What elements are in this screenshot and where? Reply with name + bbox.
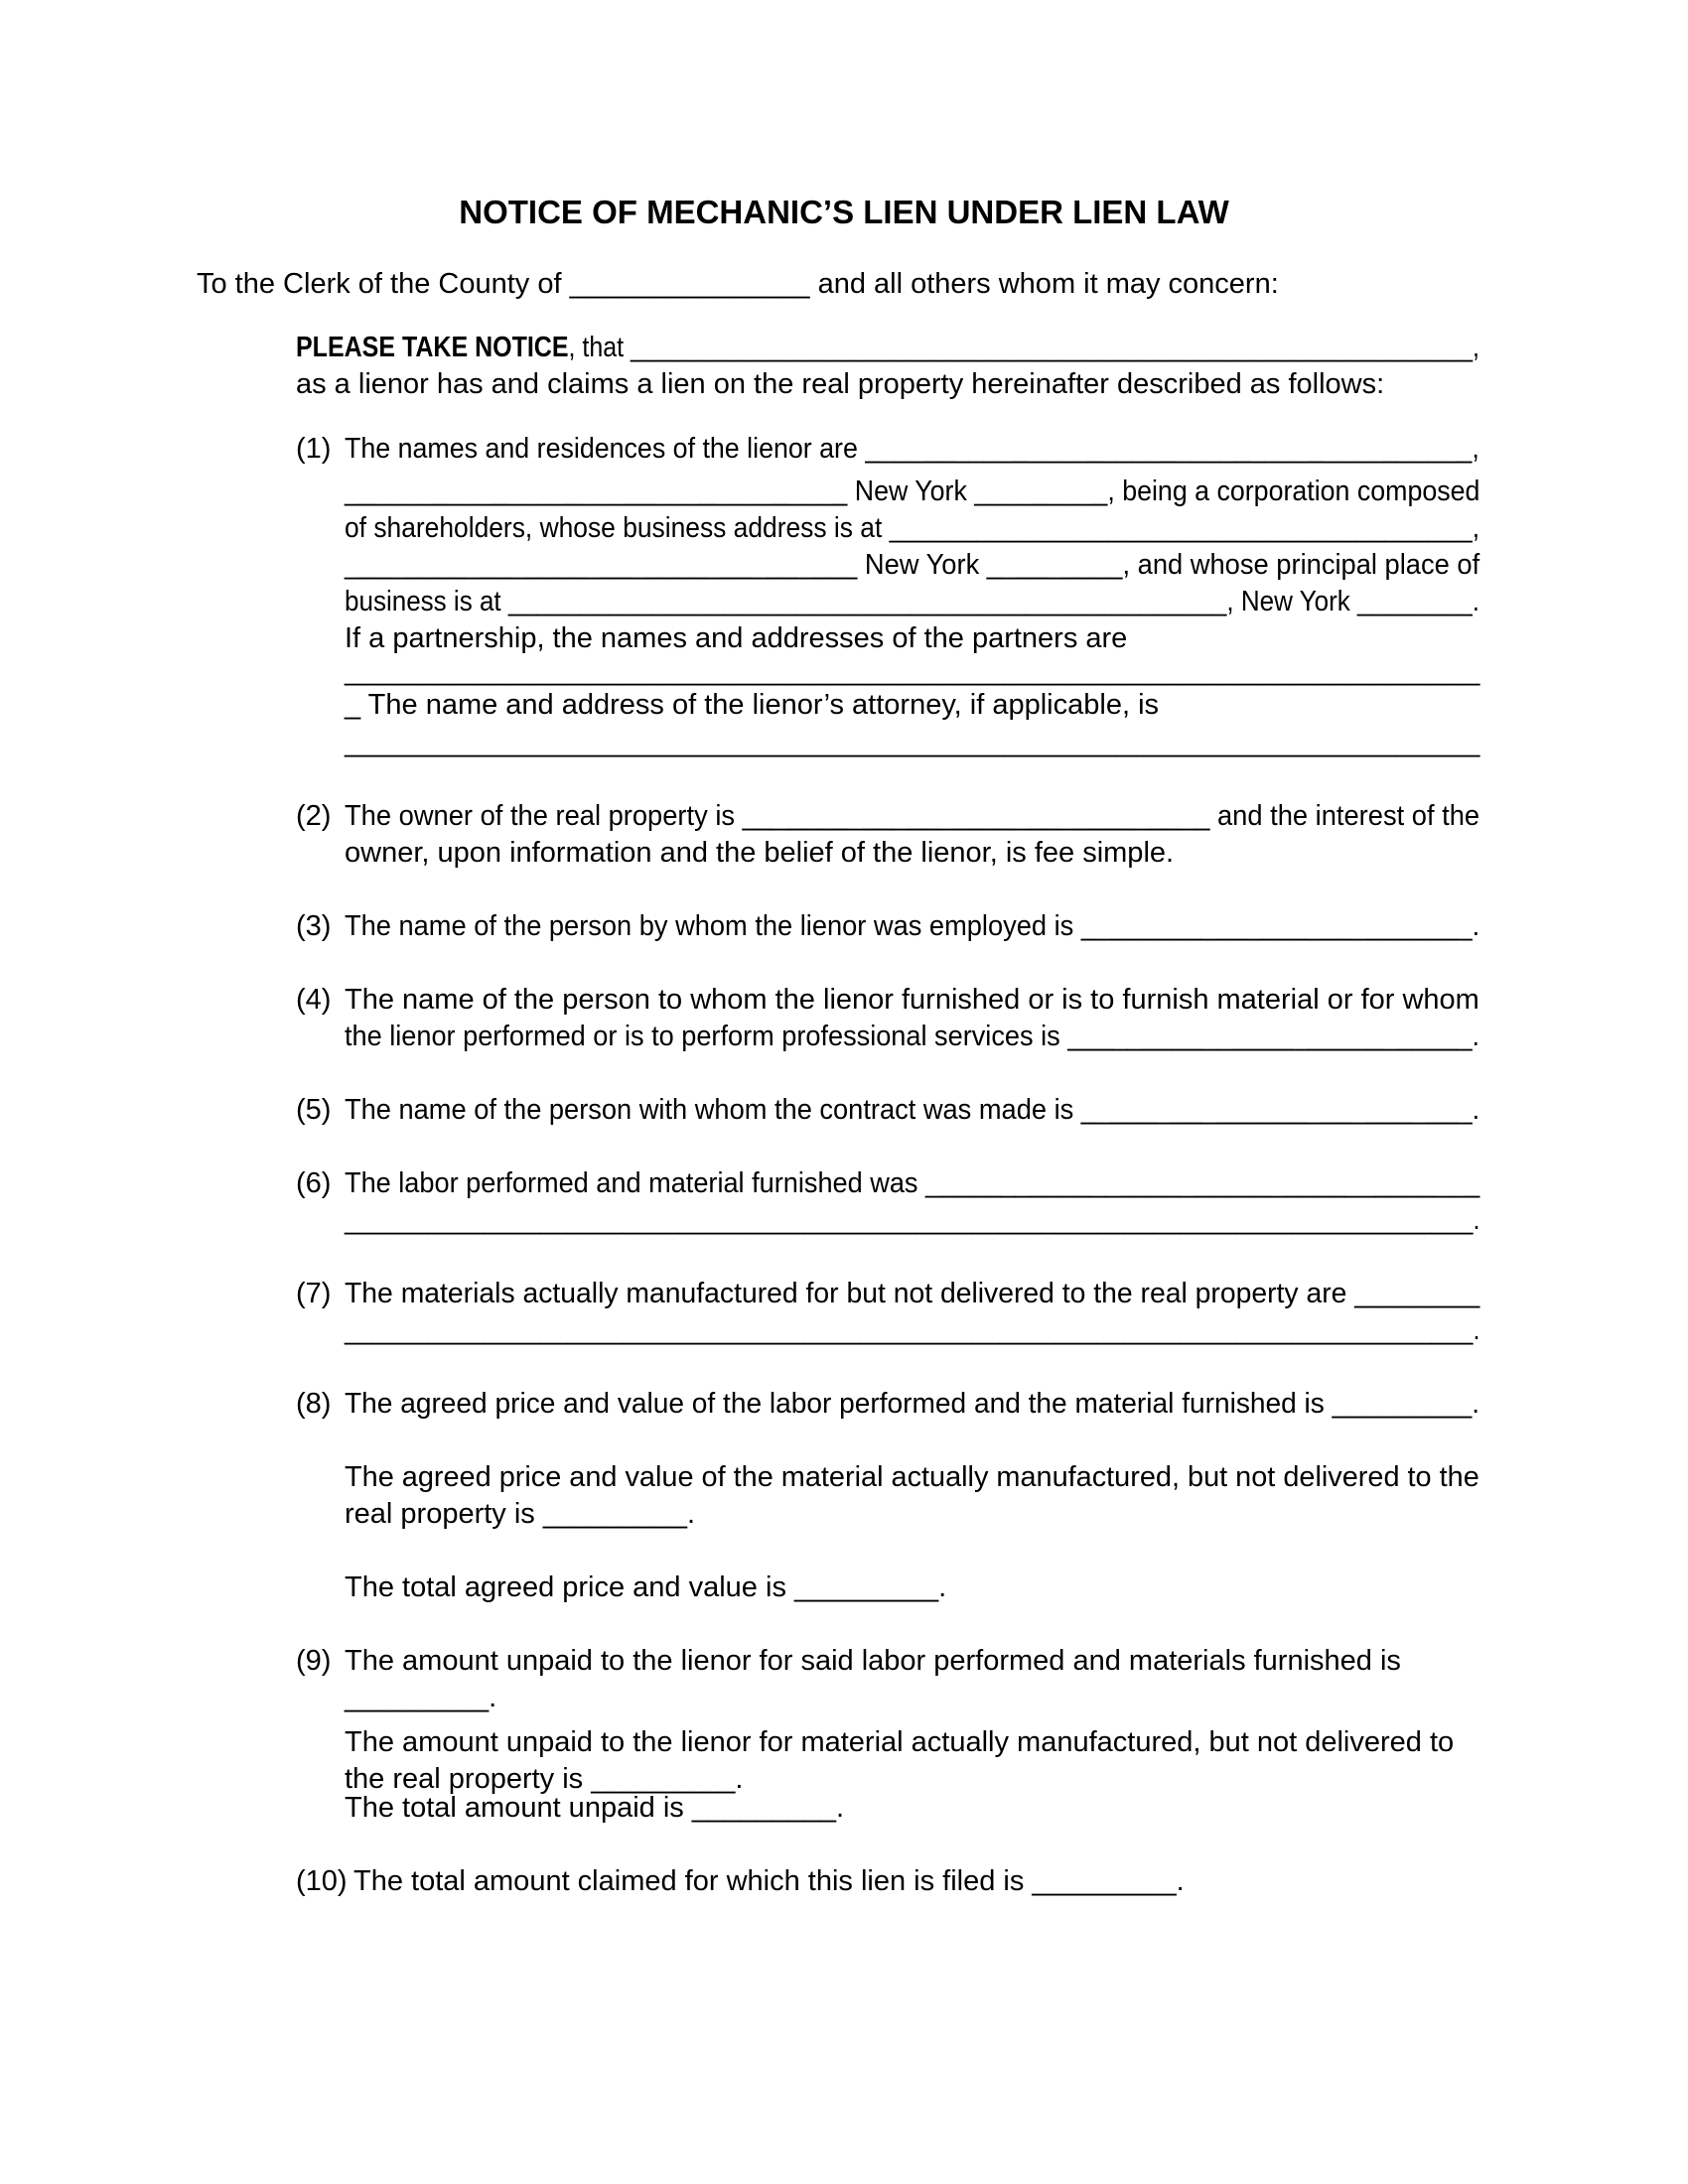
item-1-line: The names and residences of the lienor are _________________________________________, [345,433,1479,465]
item-2-line: owner, upon information and the belief of the lienor, is fee simple. [345,837,1175,869]
item-7-number: (7) [296,1278,332,1309]
item-9-line: The total amount unpaid is _________. [345,1792,845,1824]
item-8-line: The agreed price and value of the material actually manufactured, but not delivered to the [345,1461,1479,1493]
item-8-line: The total agreed price and value is _________. [345,1571,947,1603]
item-7-line: The materials actually manufactured for but not delivered to the real property are ________ [345,1278,1480,1309]
item-3-line: The name of the person by whom the lienor was employed is __________________________. [345,910,1480,942]
item-4-line: the lienor performed or is to perform professional services is ___________________________. [345,1021,1480,1052]
item-5-line: The name of the person with whom the contract was made is __________________________. [345,1094,1480,1126]
item-1-line: _________________________________________________________________________________ [345,727,1480,758]
notice-rest: , that _____________________________________________________________, [568,332,1479,363]
item-1-line: If a partnership, the names and addresses of the partners are [345,622,1128,654]
item-9-number: (9) [296,1645,332,1677]
item-6-line: The labor performed and material furnished was _____________________________________ [345,1167,1480,1199]
item-7-line: _________________________________________________________________________________. [345,1314,1480,1346]
item-1-line: of shareholders, whose business address is at ________________________________________, [345,512,1480,544]
item-4-line: The name of the person to whom the lienor furnished or is to furnish material or for whom [345,984,1479,1016]
item-3-number: (3) [296,910,332,942]
item-8-line: The agreed price and value of the labor performed and the material furnished is _________. [345,1388,1480,1420]
item-1-line: _________________________________________________________________________________ [345,655,1480,687]
item-9-line: The amount unpaid to the lienor for said labor performed and materials furnished is [345,1645,1401,1677]
item-5-number: (5) [296,1094,332,1126]
notice-line-2: as a lienor has and claims a lien on the real property hereinafter described as follows: [296,368,1385,400]
item-10-number: (10) [296,1865,348,1897]
item-9-line: the real property is _________. [345,1763,744,1795]
item-1-number: (1) [296,433,332,465]
item-10-line: The total amount claimed for which this lien is filed is _________. [353,1865,1185,1897]
notice-line [296,330,1479,365]
notice-bold-label: PLEASE TAKE NOTICE [296,332,569,363]
item-9-line: The amount unpaid to the lienor for material actually manufactured, but not delivered to [345,1726,1455,1758]
item-1-line: business is at __________________________________________________, New York ________. [345,586,1479,617]
item-1-line: __________________________________ New York _________, being a corporation composed [345,476,1480,507]
item-1-line: _ The name and address of the lienor’s attorney, if applicable, is [345,689,1160,721]
item-2-number: (2) [296,800,332,832]
item-8-line: real property is _________. [345,1498,696,1530]
item-2-line: The owner of the real property is _______________________________ and the interest of the [345,800,1480,832]
item-8-number: (8) [296,1388,332,1420]
intro-line: To the Clerk of the County of _______________ and all others whom it may concern: [197,268,1279,300]
item-6-number: (6) [296,1167,332,1199]
item-4-number: (4) [296,984,332,1016]
page-title: NOTICE OF MECHANIC’S LIEN UNDER LIEN LAW [459,194,1229,230]
item-9-line: _________. [345,1682,497,1713]
item-1-line: __________________________________ New York _________, and whose principal place of [345,549,1480,581]
item-6-line: _________________________________________________________________________________. [345,1204,1480,1236]
